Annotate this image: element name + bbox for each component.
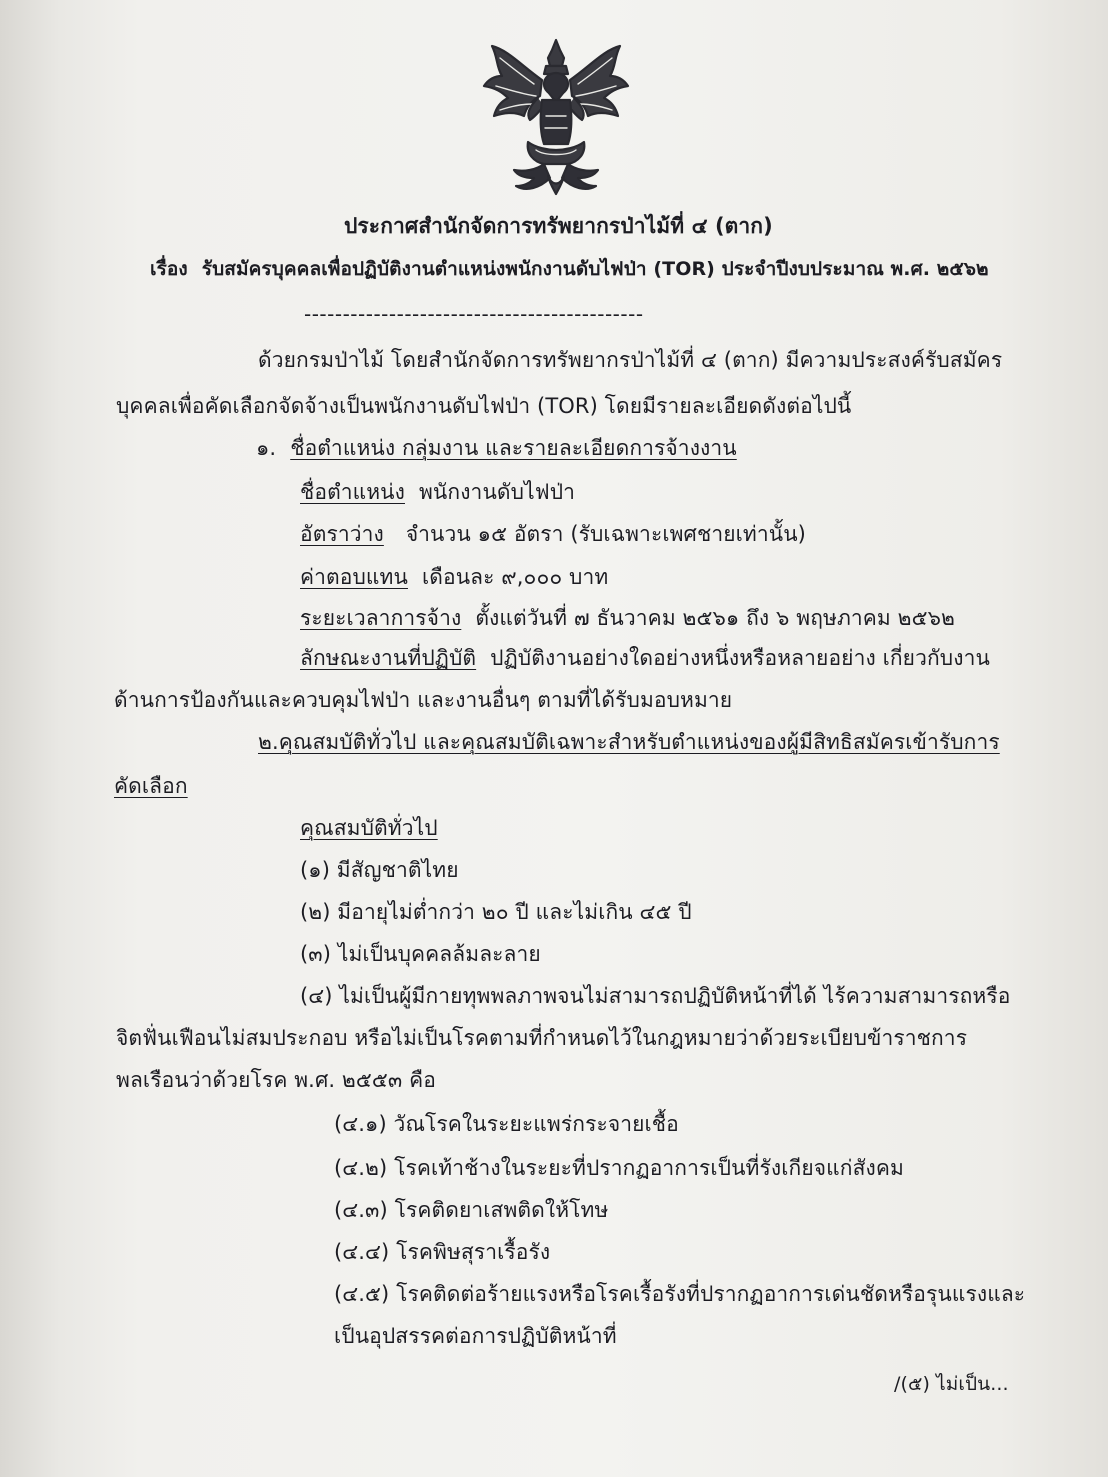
- disease-subitem-2: (๔.๒) โรคเท้าช้างในระยะที่ปรากฏอาการเป็นที่รังเกียจแก่สังคม: [334, 1156, 904, 1180]
- position-row: [300, 478, 575, 506]
- section1-number: ๑.: [256, 436, 277, 460]
- subject-label: เรื่อง: [150, 258, 188, 280]
- qualification-item-4-line-3: พลเรือนว่าด้วยโรค พ.ศ. ๒๕๕๓ คือ: [116, 1068, 436, 1092]
- header-divider: --------------------------------------------: [304, 302, 644, 326]
- qualification-item-4-line-1: (๔) ไม่เป็นผู้มีกายทุพพลภาพจนไม่สามารถปฏิบัติหน้าที่ได้ ไร้ความสามารถหรือ: [300, 984, 1011, 1008]
- period-value: ตั้งแต่วันที่ ๗ ธันวาคม ๒๕๖๑ ถึง ๖ พฤษภาคม ๒๕๖๒: [475, 606, 955, 630]
- nature-label: ลักษณะงานที่ปฏิบัติ: [300, 646, 477, 670]
- notice-subject: [150, 255, 989, 283]
- section2-heading-line-1: ๒.คุณสมบัติทั่วไป และคุณสมบัติเฉพาะสำหรับตำแหน่งของผู้มีสิทธิสมัครเข้ารับการ: [258, 730, 1000, 754]
- disease-subitem-1: (๔.๑) วัณโรคในระยะแพร่กระจายเชื้อ: [334, 1112, 679, 1136]
- nature-row: [300, 644, 990, 672]
- subject-text: รับสมัครบุคคลเพื่อปฏิบัติงานตำแหน่งพนักงานดับไฟป่า (TOR) ประจำปีงบประมาณ พ.ศ. ๒๕๖๒: [201, 258, 989, 280]
- qualification-item-3: (๓) ไม่เป็นบุคคลล้มละลาย: [300, 942, 541, 966]
- continuation-marker: /(๕) ไม่เป็น...: [894, 1373, 1009, 1395]
- vacancy-row: [300, 520, 806, 548]
- pay-value: เดือนละ ๙,๐๐๐ บาท: [421, 565, 609, 589]
- intro-line-1: ด้วยกรมป่าไม้ โดยสำนักจัดการทรัพยากรป่าไม้ที่ ๔ (ตาก) มีความประสงค์รับสมัคร: [258, 348, 1003, 372]
- pay-label: ค่าตอบแทน: [300, 565, 408, 589]
- disease-subitem-3: (๔.๓) โรคติดยาเสพติดให้โทษ: [334, 1198, 609, 1222]
- qualification-item-4-line-2: จิตฟั่นเฟือนไม่สมประกอบ หรือไม่เป็นโรคตามที่กำหนดไว้ในกฎหมายว่าด้วยระเบียบข้าราชการ: [116, 1026, 968, 1050]
- garuda-emblem-icon: [478, 36, 634, 196]
- section1-heading-text: ชื่อตำแหน่ง กลุ่มงาน และรายละเอียดการจ้างงาน: [290, 436, 737, 460]
- qualification-item-2: (๒) มีอายุไม่ต่ำกว่า ๒๐ ปี และไม่เกิน ๔๕ ปี: [300, 900, 692, 924]
- vacancy-value: จำนวน ๑๕ อัตรา (รับเฉพาะเพศชายเท่านั้น): [405, 522, 806, 546]
- section1-heading: [256, 434, 737, 462]
- pay-row: [300, 563, 608, 591]
- disease-subitem-5-line-2: เป็นอุปสรรคต่อการปฏิบัติหน้าที่: [334, 1324, 617, 1348]
- period-label: ระยะเวลาการจ้าง: [300, 606, 462, 630]
- disease-subitem-4: (๔.๔) โรคพิษสุราเรื้อรัง: [334, 1240, 551, 1264]
- notice-title: ประกาศสำนักจัดการทรัพยากรป่าไม้ที่ ๔ (ตาก): [344, 214, 773, 238]
- position-value: พนักงานดับไฟป่า: [418, 480, 576, 504]
- qualification-item-1: (๑) มีสัญชาติไทย: [300, 858, 459, 882]
- nature-continuation: ด้านการป้องกันและควบคุมไฟป่า และงานอื่นๆ ตามที่ได้รับมอบหมาย: [114, 688, 733, 712]
- nature-value: ปฏิบัติงานอย่างใดอย่างหนึ่งหรือหลายอย่าง เกี่ยวกับงาน: [490, 646, 990, 670]
- section2-heading-line-2: คัดเลือก: [114, 774, 188, 798]
- intro-line-2: บุคคลเพื่อคัดเลือกจัดจ้างเป็นพนักงานดับไฟป่า (TOR) โดยมีรายละเอียดดังต่อไปนี้: [116, 394, 852, 418]
- general-qualifications-label: คุณสมบัติทั่วไป: [300, 816, 438, 840]
- position-label: ชื่อตำแหน่ง: [300, 480, 405, 504]
- vacancy-label: อัตราว่าง: [300, 522, 384, 546]
- period-row: [300, 604, 955, 632]
- disease-subitem-5-line-1: (๔.๕) โรคติดต่อร้ายแรงหรือโรคเรื้อรังที่ปรากฏอาการเด่นชัดหรือรุนแรงและ: [334, 1282, 1026, 1306]
